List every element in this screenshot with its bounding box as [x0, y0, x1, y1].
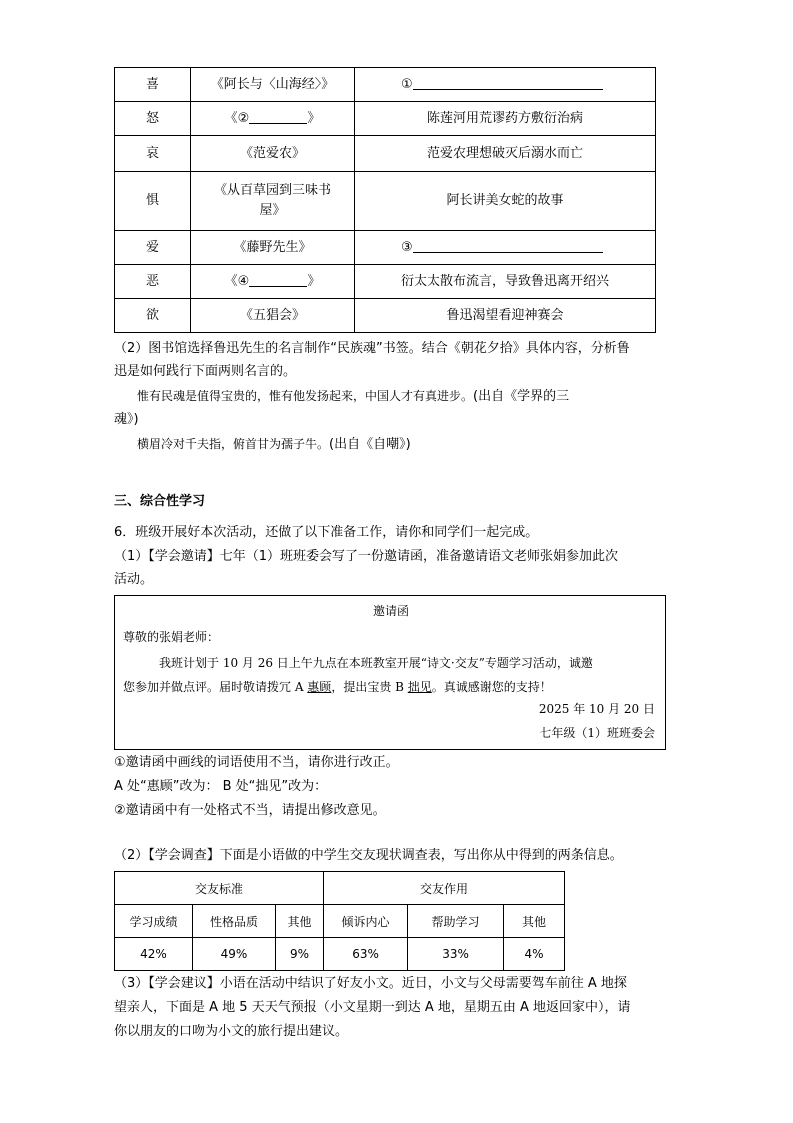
value-cell: 49% [193, 938, 276, 971]
quote-1 [137, 386, 569, 407]
quote-source: (出自《自嘲》) [329, 437, 411, 452]
invitation-title: 邀请函 [372, 604, 409, 618]
sub-question-3-cont: 望亲人，下面是 A 地 5 天天气预报（小文星期一到达 A 地，星期五由 A 地返回家中），请 [114, 1000, 631, 1015]
table-row [115, 299, 656, 333]
invitation-date: 2025 年 10 月 20 日 [538, 702, 655, 716]
invitation-body: 我班计划于 10 月 26 日上午九点在本班教室开展“诗文·交友”专题学习活动，诚邀 [159, 656, 593, 670]
group-header: 交友作用 [324, 872, 565, 905]
answer-blank[interactable] [413, 238, 603, 253]
invitation-box [114, 595, 666, 750]
value-cell: 9% [276, 938, 324, 971]
task-line: A 处“惠顾”改为： B 处“拙见”改为： [114, 779, 328, 794]
question-2-line: （2）图书馆选择鲁迅先生的名言制作“民族魂”书签。结合《朝花夕拾》具体内容，分析鲁 [114, 341, 630, 356]
column-header: 倾诉内心 [324, 905, 408, 938]
invitation-signer: 七年级（1）班班委会 [539, 726, 655, 740]
work-suffix: 》 [307, 273, 321, 289]
content-cell [355, 231, 656, 265]
emotion-cell: 哀 [115, 136, 191, 172]
emotion-table [114, 67, 656, 333]
question-2-line: 迅是如何践行下面两则名言的。 [114, 364, 297, 379]
invitation-salutation: 尊敬的张娟老师： [123, 630, 220, 644]
quote-text: 横眉冷对千夫指，俯首甘为孺子牛。 [137, 437, 330, 451]
work-cell: 《藤野先生》 [191, 231, 355, 265]
work-suffix: 》 [307, 110, 321, 126]
answer-blank[interactable] [249, 272, 307, 287]
answer-blank[interactable] [249, 109, 307, 124]
table-row [115, 265, 656, 299]
table-row [115, 102, 656, 136]
underlined-word-b: 拙见 [407, 680, 432, 694]
table-row [115, 136, 656, 172]
content-cell: 鲁迅渴望看迎神赛会 [355, 299, 656, 333]
sub-question-1-cont: 活动。 [114, 572, 154, 587]
emotion-cell: 欲 [115, 299, 191, 333]
table-row [115, 905, 565, 938]
answer-blank[interactable] [413, 75, 603, 90]
work-prefix: 《④ [224, 273, 250, 289]
table-row [115, 872, 565, 905]
work-cell [191, 265, 355, 299]
content-cell: 阿长讲美女蛇的故事 [355, 172, 656, 231]
quote-source: (出自《学界的三 [473, 389, 570, 404]
emotion-cell: 惧 [115, 172, 191, 231]
content-cell: 陈莲河用荒谬药方敷衍治病 [355, 102, 656, 136]
value-cell: 4% [504, 938, 565, 971]
column-header: 性格品质 [193, 905, 276, 938]
content-cell [355, 68, 656, 102]
value-cell: 42% [115, 938, 193, 971]
blank-number: ③ [401, 239, 413, 255]
section-heading: 三、综合性学习 [114, 494, 206, 509]
sub-question-3: （3）【学会建议】小语在活动中结识了好友小文。近日，小文与父母需要驾车前往 A 地探 [114, 976, 627, 991]
quote-1-source-end: 魂》) [114, 412, 139, 427]
column-header: 帮助学习 [408, 905, 504, 938]
emotion-cell: 恶 [115, 265, 191, 299]
task-line: ②邀请函中有一处格式不当，请提出修改意见。 [114, 803, 386, 818]
sub-question-2: （2）【学会调查】下面是小语做的中学生交友现状调查表，写出你从中得到的两条信息。 [114, 848, 623, 863]
work-cell: 《从百草园到三味书屋》 [191, 172, 355, 231]
table-row [115, 172, 656, 231]
blank-number: ① [401, 76, 413, 92]
value-cell: 63% [324, 938, 408, 971]
column-header: 其他 [276, 905, 324, 938]
quote-2 [137, 434, 411, 455]
content-cell: 范爱农理想破灭后溺水而亡 [355, 136, 656, 172]
sub-question-1: （1）【学会邀请】七年（1）班班委会写了一份邀请函，准备邀请语文老师张娟参加此次 [114, 549, 619, 564]
table-row [115, 938, 565, 971]
work-cell: 《五猖会》 [191, 299, 355, 333]
work-cell [191, 102, 355, 136]
emotion-cell: 怒 [115, 102, 191, 136]
work-cell: 《阿长与〈山海经〉》 [191, 68, 355, 102]
value-cell: 33% [408, 938, 504, 971]
sub-question-3-cont: 你以朋友的口吻为小文的旅行提出建议。 [114, 1024, 349, 1039]
emotion-cell: 喜 [115, 68, 191, 102]
group-header: 交友标准 [115, 872, 324, 905]
work-prefix: 《② [224, 110, 250, 126]
column-header: 学习成绩 [115, 905, 193, 938]
work-cell: 《范爱农》 [191, 136, 355, 172]
table-row [115, 231, 656, 265]
invitation-body: 您参加并做点评。届时敬请拨冗 A 惠顾，提出宝贵 B 拙见。真诚感谢您的支持！ [123, 680, 552, 694]
question-6: 6．班级开展好本次活动，还做了以下准备工作，请你和同学们一起完成。 [114, 525, 539, 540]
column-header: 其他 [504, 905, 565, 938]
task-line: ①邀请函中画线的词语使用不当，请你进行改正。 [114, 755, 399, 770]
content-cell: 衍太太散布流言，导致鲁迅离开绍兴 [355, 265, 656, 299]
quote-text: 惟有民魂是值得宝贵的，惟有他发扬起来，中国人才有真进步。 [137, 389, 474, 403]
table-row [115, 68, 656, 102]
emotion-cell: 爱 [115, 231, 191, 265]
underlined-word-a: 惠顾 [307, 680, 332, 694]
survey-table [114, 871, 565, 971]
